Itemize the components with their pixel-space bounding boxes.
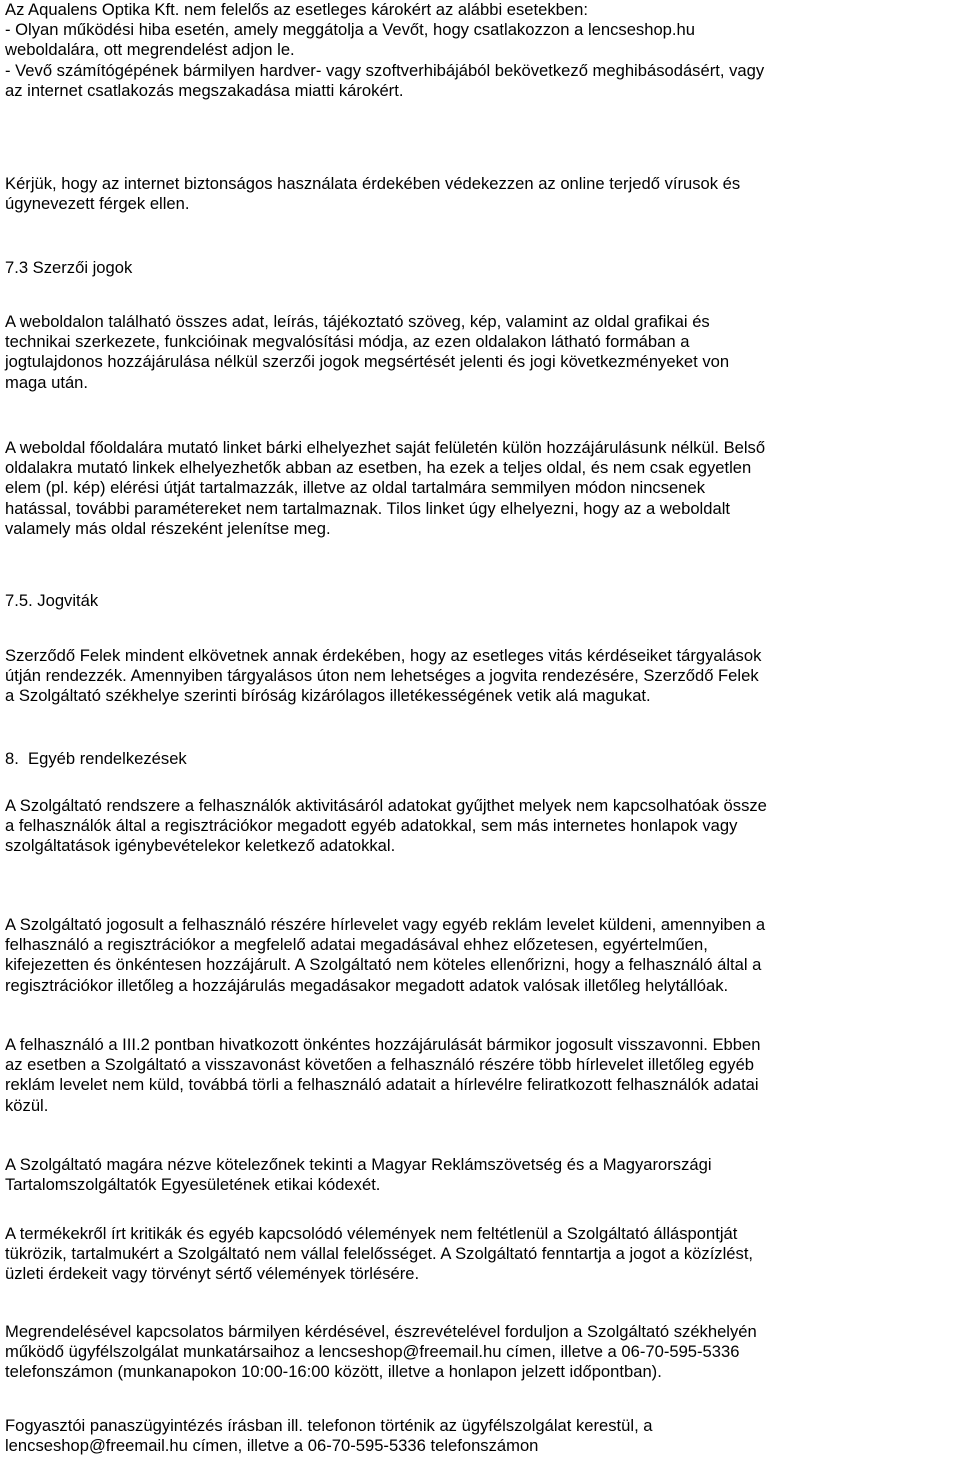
contact-paragraph bbox=[5, 1322, 757, 1383]
text-line: üzleti érdekeit vagy törvényt sértő vélemények törlésére. bbox=[5, 1264, 420, 1284]
section-heading-disputes bbox=[5, 591, 98, 611]
text-line: maga után. bbox=[5, 372, 89, 392]
text-line: A weboldal főoldalára mutató linket bárki elhelyezhet saját felületén külön hozzájárulásunk nélkül. Belső bbox=[5, 438, 766, 457]
section-heading: 8. Egyéb rendelkezések bbox=[5, 749, 187, 768]
section-heading: 7.5. Jogviták bbox=[5, 591, 99, 610]
text-line: jogtulajdonos hozzájárulása nélkül szerzői jogok megsértését jelenti és jogi következményeket von bbox=[5, 352, 730, 372]
copyright-paragraph-1 bbox=[5, 312, 729, 393]
text-line: kifejezetten és önkéntesen hozzájárult. A Szolgáltató nem köteles ellenőrizni, hogy a felhasználó által a bbox=[5, 955, 762, 975]
text-line: Megrendelésével kapcsolatos bármilyen kérdésével, észrevételével forduljon a Szolgáltató székhelyén bbox=[5, 1322, 757, 1341]
misc-paragraph-5 bbox=[5, 1224, 753, 1285]
misc-paragraph-1 bbox=[5, 796, 767, 857]
text-line: A weboldalon található összes adat, leírás, tájékoztató szöveg, kép, valamint az oldal grafikai és bbox=[5, 312, 710, 331]
text-line: felhasználó a regisztrációkor a megfelelő adatai megadásával ehhez előzetesen, egyértelműen, bbox=[5, 935, 708, 955]
text-line: a Szolgáltató székhelye szerinti bíróság kizárólagos illetékességének vetik alá magukat. bbox=[5, 686, 651, 706]
text-line: - Olyan működési hiba esetén, amely meggátolja a Vevőt, hogy csatlakozzon a lencseshop.hu bbox=[5, 20, 695, 40]
text-line: regisztrációkor illetőleg a hozzájárulás megadásakor megadott adatok valósak illetőleg helytállóak. bbox=[5, 975, 729, 995]
text-line: az internet csatlakozás megszakadása miatti károkért. bbox=[5, 80, 404, 100]
text-line: az esetben a Szolgáltató a visszavonást követően a felhasználó részére több hírlevelet illetőleg egyéb bbox=[5, 1055, 755, 1075]
text-line: Kérjük, hogy az internet biztonságos használata érdekében védekezzen az online terjedő vírusok és bbox=[5, 174, 741, 193]
misc-paragraph-4 bbox=[5, 1155, 712, 1195]
text-line: reklám levelet nem küld, továbbá törli a felhasználó adatait a hírlevélre feliratkozott felhasználók adatai bbox=[5, 1075, 759, 1095]
text-line: A felhasználó a III.2 pontban hivatkozott önkéntes hozzájárulását bármikor jogosult visszavonni. Ebben bbox=[5, 1035, 761, 1054]
text-line: tükrözik, tartalmukért a Szolgáltató nem vállal felelősséget. A Szolgáltató fenntartja a jogot a közízlést, bbox=[5, 1244, 754, 1264]
text-line: Az Aqualens Optika Kft. nem felelős az esetleges károkért az alábbi esetekben: bbox=[5, 0, 588, 19]
misc-paragraph-3 bbox=[5, 1035, 760, 1116]
text-line: oldalakra mutató linkek elhelyezhetők abban az esetben, ha ezek a teljes oldal, és nem csak egyetlen bbox=[5, 458, 752, 478]
liability-exclusions bbox=[5, 0, 764, 101]
misc-paragraph-2 bbox=[5, 915, 765, 996]
copyright-paragraph-2 bbox=[5, 438, 765, 539]
text-line: weboldalára, ott megrendelést adjon le. bbox=[5, 40, 295, 60]
text-line: Tartalomszolgáltatók Egyesületének etikai kódexét. bbox=[5, 1175, 381, 1195]
text-line: A Szolgáltató rendszere a felhasználók aktivitásáról adatokat gyűjthet melyek nem kapcsolhatóak össze bbox=[5, 796, 767, 815]
text-line: telefonszámon (munkanapokon 10:00-16:00 között, illetve a honlapon jelzett időpontban). bbox=[5, 1362, 662, 1382]
text-line: - Vevő számítógépének bármilyen hardver- vagy szoftverhibájából bekövetkező meghibásodásért, vagy bbox=[5, 60, 765, 80]
text-line: a felhasználók által a regisztrációkor megadott egyéb adatokkal, sem más internetes honlapok vagy bbox=[5, 816, 738, 836]
section-heading-other bbox=[5, 749, 187, 769]
text-line: A Szolgáltató magára nézve kötelezőnek tekinti a Magyar Reklámszövetség és a Magyarországi bbox=[5, 1155, 712, 1174]
text-line: úgynevezett férgek ellen. bbox=[5, 194, 190, 214]
text-line: Szerződő Felek mindent elkövetnek annak érdekében, hogy az esetleges vitás kérdéseiket tárgyalások bbox=[5, 646, 762, 665]
complaints-paragraph bbox=[5, 1416, 653, 1456]
text-line: Fogyasztói panaszügyintézés írásban ill. telefonon történik az ügyfélszolgálat kerestül, a bbox=[5, 1416, 653, 1435]
disputes-paragraph bbox=[5, 646, 761, 707]
text-line: elem (pl. kép) elérési útját tartalmazzák, illetve az oldal tartalmára semmilyen módon nincsenek bbox=[5, 478, 706, 498]
text-line: valamely más oldal részeként jelenítse meg. bbox=[5, 518, 331, 538]
text-line: technikai szerkezete, funkcióinak megvalósítási módja, az ezen oldalakon látható formában a bbox=[5, 332, 690, 352]
text-line: működő ügyfélszolgálat munkatársaihoz a lencseshop@freemail.hu címen, illetve a 06-70-595-5336 bbox=[5, 1342, 740, 1362]
text-line: útján rendezzék. Amennyiben tárgyalásos úton nem lehetséges a jogvita rendezésére, Szerződő Felek bbox=[5, 666, 759, 686]
text-line: A termékekről írt kritikák és egyéb kapcsolódó vélemények nem feltétlenül a Szolgáltató álláspontját bbox=[5, 1224, 738, 1243]
text-line: lencseshop@freemail.hu címen, illetve a 06-70-595-5336 telefonszámon bbox=[5, 1436, 539, 1456]
security-note bbox=[5, 174, 740, 214]
text-line: szolgáltatások igénybevételekor keletkező adatokkal. bbox=[5, 836, 396, 856]
section-heading: 7.3 Szerzői jogok bbox=[5, 258, 133, 277]
text-line: közül. bbox=[5, 1095, 49, 1115]
text-line: hatással, további paramétereket nem tartalmaznak. Tilos linket úgy elhelyezni, hogy az a weboldalt bbox=[5, 498, 730, 518]
text-line: A Szolgáltató jogosult a felhasználó részére hírlevelet vagy egyéb reklám levelet küldeni, amennyiben a bbox=[5, 915, 766, 934]
section-heading-copyright bbox=[5, 258, 132, 278]
